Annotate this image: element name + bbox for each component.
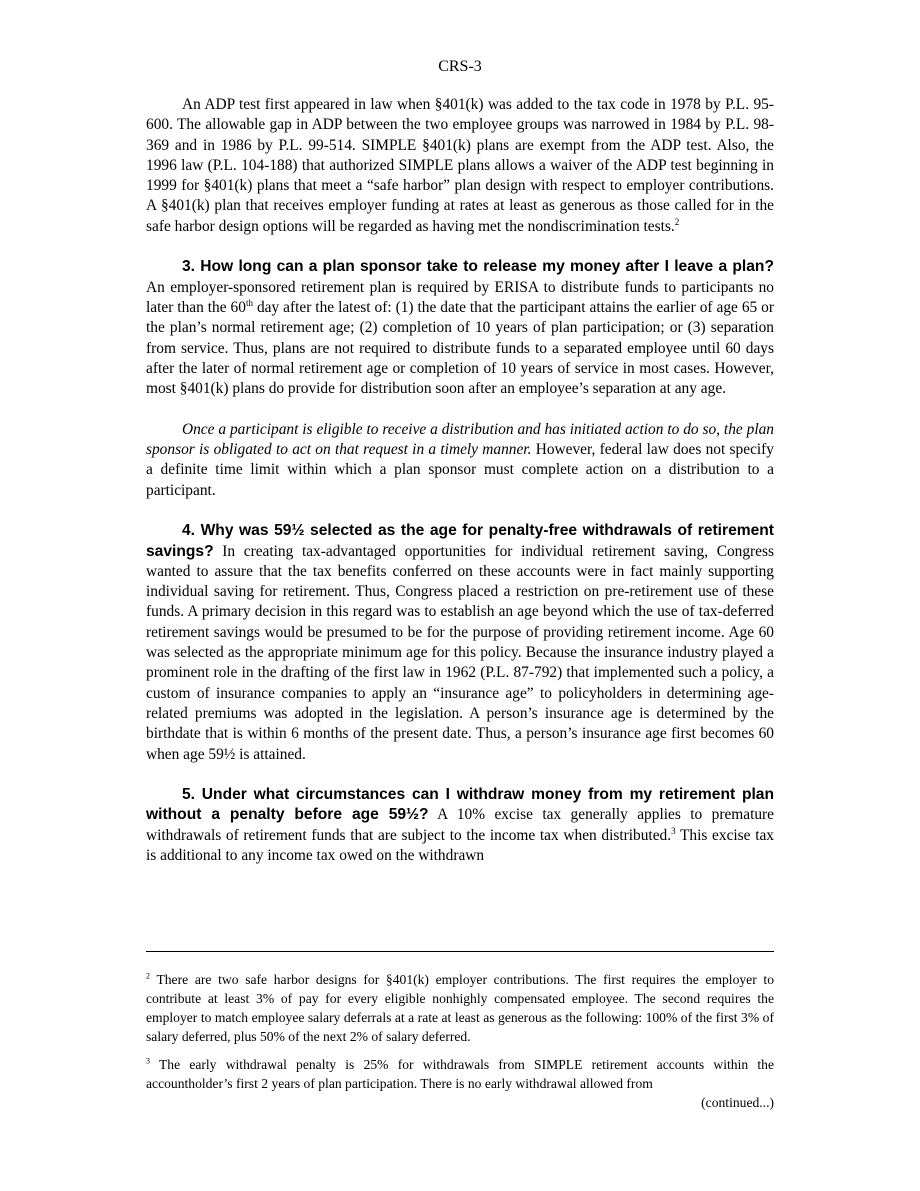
question-5-text-a: A 10% excise tax generally applies to premature withdrawals of retirement funds that are subject to the income tax when distributed. — [146, 806, 775, 844]
question-4-heading: 4. Why was 59½ selected as the age for penalty-free withdrawals of retirement savings? — [146, 522, 774, 560]
question-3 — [146, 257, 774, 399]
footnote-ref-3: 3 — [671, 825, 676, 836]
question-3-heading: 3. How long can a plan sponsor take to release my money after I leave a plan? — [182, 258, 774, 276]
question-3-text-a: An employer-sponsored retirement plan is required by ERISA to distribute funds to participants no later than the 60 — [146, 278, 774, 316]
paragraph-text: An ADP test first appeared in law when §401(k) was added to the tax code in 1978 by P.L. 95-600. The allowable gap in ADP between the two employee groups was narrowed in 1984 by P.L. 98-369 and in 1986 by P.L. 99-514. SIMPLE §401(k) plans are exempt from the ADP test. Also, the 1996 law (P.L. 104-188) that authorized SIMPLE plans allows a waiver of the ADP test beginning in 1999 for §401(k) plans that meet a “safe harbor” plan design with respect to employer contributions. A §401(k) plan that receives employer funding at rates at least as generous as those called for in the safe harbor design options will be regarded as having met the nondiscrimination tests. — [146, 96, 774, 235]
question-5 — [146, 785, 774, 866]
footnote-mark: 3 — [146, 1056, 150, 1066]
question-5-heading: 5. Under what circumstances can I withdraw money from my retirement plan without a penalty before age 59½? — [146, 786, 774, 824]
page-header: CRS-3 — [438, 58, 482, 75]
superscript-th: th — [245, 297, 253, 308]
paragraph-timely-manner — [146, 420, 774, 501]
question-4 — [146, 521, 774, 765]
footnote-divider — [146, 951, 774, 952]
paragraph-text: However, federal law does not specify a definite time limit within which a plan sponsor must complete action on a distribution to a participant. — [146, 441, 774, 499]
footnote-mark: 2 — [146, 971, 150, 981]
paragraph-adp-history — [146, 95, 774, 237]
question-4-text: In creating tax-advantaged opportunities for individual retirement saving, Congress wanted to assure that the tax benefits conferred on these accounts were in fact mainly supporting individual saving for retirement. Thus, Congress placed a restriction on pre-retirement use of these funds. A primary decision in this regard was to establish an age beyond which the use of tax-deferred retirement savings would be presumed to be for the purpose of providing retirement income. Age 60 was selected as the appropriate minimum age for this policy. Because the insurance industry played a prominent role in the drafting of the first law in 1962 (P.L. 87-792) that implemented such a policy, a custom of insurance companies to apply an “insurance age” to policyholders in determining age-related premiums was adopted in the legislation. A person’s insurance age is determined by the birthdate that is within 6 months of the present date. Thus, a person’s insurance age first becomes 60 when age 59½ is attained. — [146, 542, 774, 763]
footnotes — [146, 970, 774, 1112]
footnote-text: There are two safe harbor designs for §401(k) employer contributions. The first requires the employer to contribute at least 3% of pay for every eligible nonhighly compensated employee. The second requires the employer to match employee salary deferrals at a rate at least as generous as the following: 100% of the first 3% of salary deferred, plus 50% of the next 2% of salary deferred. — [146, 972, 775, 1044]
footnote-2 — [146, 970, 774, 1046]
footnote-text: The early withdrawal penalty is 25% for withdrawals from SIMPLE retirement accounts within the accountholder’s first 2 years of plan participation. There is no early withdrawal allowed from — [146, 1057, 774, 1091]
footnote-3 — [146, 1055, 774, 1093]
question-5-text-b: This excise tax is additional to any income tax owed on the withdrawn — [146, 826, 774, 864]
continued-note: (continued...) — [701, 1095, 774, 1110]
body-text — [146, 95, 774, 887]
footnote-ref-2: 2 — [674, 216, 680, 227]
question-3-text-b: day after the latest of: (1) the date that the participant attains the earlier of age 65 or the plan’s normal retirement age; (2) completion of 10 years of plan participation; or (3) separation from service. Thus, plans are not required to distribute funds to a separated employee until 60 days after the later of normal retirement age or completion of 10 years of service in most cases. However, most §401(k) plans do provide for distribution soon after an employee’s separation at any age. — [146, 298, 774, 398]
italic-text: Once a participant is eligible to receive a distribution and has initiated action to do so, the plan sponsor is obligated to act on that request in a timely manner. — [146, 420, 774, 459]
